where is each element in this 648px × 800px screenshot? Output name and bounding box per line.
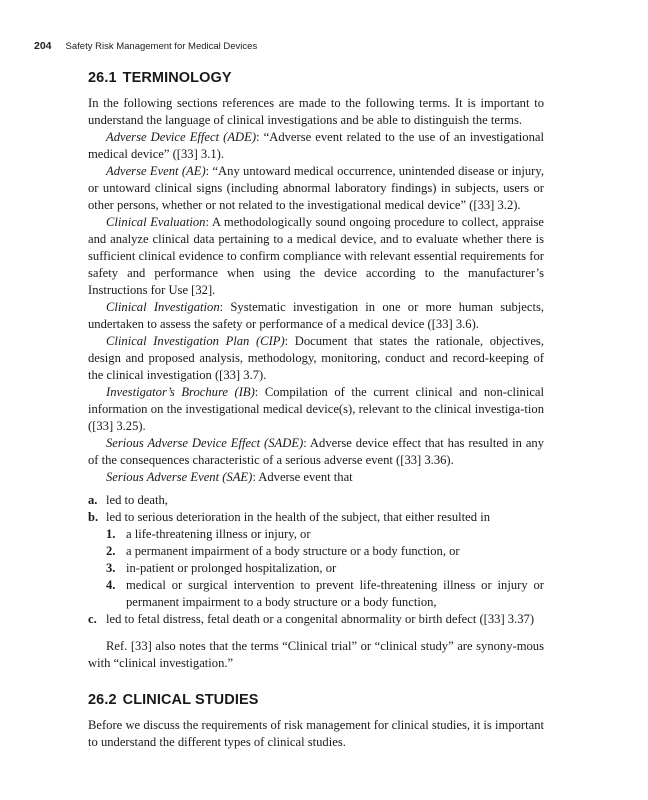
definition-text: : Adverse event that bbox=[252, 470, 353, 484]
list-item-text: led to death, bbox=[106, 493, 168, 507]
definition-text: : A methodologically sound ongoing procedure to collect, appraise and analyze clinical data pertaining to a medical device, and to evaluate whether there is sufficient clinical evidence to confirm compliance with relevant essential requirements for safety and performance when using the device according to the manufacturer’s Instructions for Use [32]. bbox=[88, 215, 544, 297]
definition-ade bbox=[88, 129, 544, 163]
definition-text: : “Adverse event related to the use of an investigational medical device” ([33] 3.1). bbox=[88, 130, 544, 161]
page-number: 204 bbox=[34, 40, 52, 52]
definition-text: : Document that states the rationale, objectives, design and proposed analysis, methodology, monitoring, conduct and record-keeping of the clinical investigation ([33] 3.7). bbox=[88, 334, 544, 382]
sublist-marker: 4. bbox=[106, 578, 116, 592]
definition-term: Serious Adverse Event (SAE) bbox=[106, 470, 253, 484]
definition-text: : Systematic investigation in one or more human subjects, undertaken to assess the safety or performance of a medical device ([33] 3.6). bbox=[88, 300, 545, 331]
definition-term: Adverse Device Effect (ADE) bbox=[106, 130, 257, 144]
definition-term: Clinical Evaluation bbox=[106, 215, 206, 229]
definition-clinical-investigation bbox=[88, 299, 544, 333]
sublist-item-text: a life-threatening illness or injury, or bbox=[126, 527, 311, 541]
list-marker: b. bbox=[88, 510, 99, 524]
running-header bbox=[34, 40, 257, 52]
section-title: TERMINOLOGY bbox=[122, 70, 232, 86]
sublist-marker: 3. bbox=[106, 561, 116, 575]
sublist-item bbox=[106, 543, 544, 560]
running-title: Safety Risk Management for Medical Devices bbox=[65, 41, 258, 52]
sublist-marker: 2. bbox=[106, 544, 116, 558]
sae-criteria-list bbox=[88, 492, 544, 628]
list-item bbox=[88, 509, 544, 611]
definition-term: Serious Adverse Device Effect (SADE) bbox=[106, 436, 304, 450]
definition-term: Investigator’s Brochure (IB) bbox=[106, 385, 255, 399]
definition-term: Adverse Event (AE) bbox=[106, 164, 206, 178]
sublist-marker: 1. bbox=[106, 527, 116, 541]
definition-term: Clinical Investigation Plan (CIP) bbox=[106, 334, 285, 348]
definition-term: Clinical Investigation bbox=[106, 300, 220, 314]
list-marker: a. bbox=[88, 493, 98, 507]
list-item bbox=[88, 611, 544, 628]
sublist-item bbox=[106, 577, 544, 611]
sublist-item bbox=[106, 526, 544, 543]
clinical-studies-intro: Before we discuss the requirements of risk management for clinical studies, it is important to understand the different types of clinical studies. bbox=[88, 718, 544, 749]
section-heading-clinical-studies bbox=[88, 692, 544, 708]
section-heading-terminology bbox=[88, 70, 544, 86]
section-title: CLINICAL STUDIES bbox=[122, 692, 259, 708]
definition-text: : Adverse device effect that has resulted in any of the consequences characteristic of a serious adverse event ([33] 3.36). bbox=[88, 436, 545, 467]
definition-text: : Compilation of the current clinical and non-clinical information on the investigational medical device(s), relevant to the clinical investiga-tion ([33] 3.25). bbox=[88, 385, 545, 433]
section-number: 26.1 bbox=[88, 70, 117, 86]
list-item-text: led to serious deterioration in the health of the subject, that either resulted in bbox=[106, 510, 490, 524]
definition-ib bbox=[88, 384, 544, 435]
list-marker: c. bbox=[88, 612, 97, 626]
definition-sae bbox=[88, 469, 544, 486]
list-item bbox=[88, 492, 544, 509]
terminology-closing: Ref. [33] also notes that the terms “Clinical trial” or “clinical study” are synony-mous with “clinical investigation.” bbox=[88, 639, 544, 670]
definition-cip bbox=[88, 333, 544, 384]
sublist-item-text: a permanent impairment of a body structure or a body function, or bbox=[126, 544, 460, 558]
definition-text: : “Any untoward medical occurrence, unintended disease or injury, or untoward clinical signs (including abnormal laboratory findings) in subjects, users or other persons, whether or not related to the investigational medical device” ([33] 3.2). bbox=[88, 164, 544, 212]
section-number: 26.2 bbox=[88, 692, 117, 708]
sublist-item bbox=[106, 560, 544, 577]
sublist-item-text: in-patient or prolonged hospitalization, or bbox=[126, 561, 337, 575]
definition-sade bbox=[88, 435, 544, 469]
page-content bbox=[88, 70, 544, 751]
definition-ae bbox=[88, 163, 544, 214]
list-item-text: led to fetal distress, fetal death or a congenital abnormality or birth defect ([33] 3.37) bbox=[106, 612, 535, 626]
sae-sublist bbox=[106, 526, 544, 611]
sublist-item-text: medical or surgical intervention to prevent life-threatening illness or injury or permanent impairment to a body structure or a body function, bbox=[126, 578, 544, 609]
definition-clinical-evaluation bbox=[88, 214, 544, 299]
terminology-intro: In the following sections references are made to the following terms. It is important to understand the language of clinical investigations and be able to distinguish the terms. bbox=[88, 96, 544, 127]
